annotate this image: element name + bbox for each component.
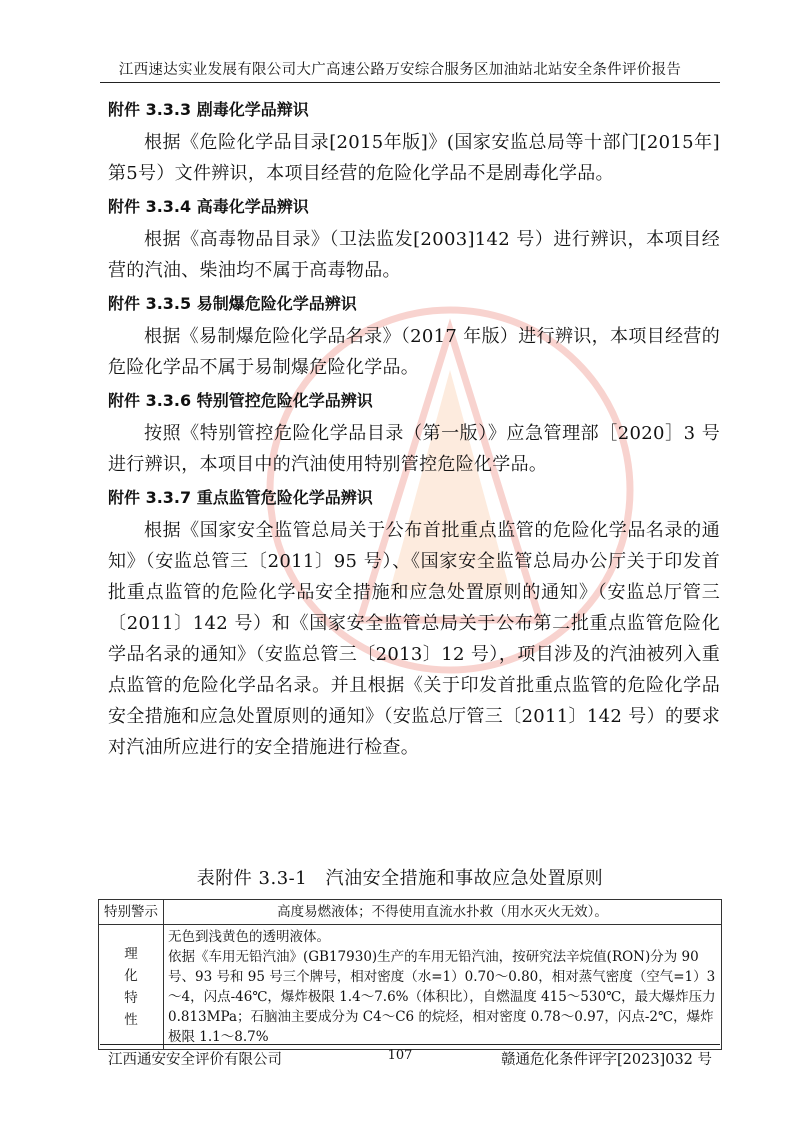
header-divider [100,82,720,83]
row-content [164,925,722,1050]
row-content: 高度易燃液体；不得使用直流水扑救（用水灭火无效）。 [164,900,722,925]
label-char: 性 [124,1012,138,1028]
section-paragraph: 根据《易制爆危险化学品名录》（2017 年版）进行辨识，本项目经营的危险化学品不属于易制爆危险化学品。 [108,326,720,378]
row-content-line: 无色到浅黄色的透明液体。 [168,929,330,945]
table-row [99,900,722,925]
row-content-line: 依据《车用无铅汽油》(GB17930)生产的车用无铅汽油，按研究法辛烷值(RON)分为 90 号、93 号和 95 号三个牌号，相对密度（水=1）0.70～0.80，相对蒸气密度（空气=1）3～4，闪点-46℃，爆炸极限 1.4～7.6%（体积比），自燃温度 415～530℃，最大爆炸压力 0.813MPa；石脑油主要成分为 C4～C6 的烷烃，相对密度 0.78～0.97，闪点-2℃，爆炸极限 1.1～8.7% [168,949,716,1045]
section-heading: 附件 3.3.4 高毒化学品辨识 [108,197,309,216]
footer-company: 江西通安安全评价有限公司 [108,1052,282,1068]
label-char: 特 [124,990,138,1006]
section-3-3-6 [108,389,720,480]
section-3-3-5 [108,292,720,383]
section-heading: 附件 3.3.3 剧毒化学品辩识 [108,100,309,119]
row-label: 特别警示 [99,900,164,925]
section-paragraph: 按照《特别管控危险化学品目录（第一版）》应急管理部［2020］3 号进行辨识，本项目中的汽油使用特别管控危险化学品。 [108,423,720,475]
section-3-3-3 [108,98,720,189]
table-row [99,925,722,1050]
table-caption: 表附件 3.3-1 汽油安全措施和事故应急处置原则 [196,868,604,889]
row-label [99,925,164,1050]
section-heading: 附件 3.3.6 特别管控危险化学品辨识 [108,391,373,410]
section-heading: 附件 3.3.5 易制爆危险化学品辨识 [108,294,357,313]
safety-measures-table [98,899,722,1050]
label-char: 理 [124,946,138,962]
label-char: 化 [124,968,138,984]
document-number: 赣通危化条件评字[2023]032 号 [501,1052,712,1068]
section-3-3-4 [108,195,720,286]
document-body [108,96,720,769]
section-3-3-7 [108,486,720,763]
page-header: 江西速达实业发展有限公司大广高速公路万安综合服务区加油站北站安全条件评价报告 [118,62,682,78]
section-paragraph: 根据《国家安全监管总局关于公布首批重点监管的危险化学品名录的通知》（安监总管三〔2011〕95 号）、《国家安全监管总局办公厅关于印发首批重点监管的危险化学品安全措施和应急处置原则的通知》（安监总厅管三〔2011〕142 号）和《国家安全监管总局关于公布第二批重点监管危险化学品名录的通知》（安监总管三〔2013〕12 号），项目涉及的汽油被列入重点监管的危险化学品名录。并且根据《关于印发首批重点监管的危险化学品安全措施和应急处置原则的通知》（安监总厅管三〔2011〕142 号）的要求对汽油所应进行的安全措施进行检查。 [108,520,720,758]
page-number: 107 [387,1048,413,1063]
footer-divider [100,1044,720,1045]
section-paragraph: 根据《高毒物品目录》（卫法监发[2003]142 号）进行辨识，本项目经营的汽油、柴油均不属于高毒物品。 [108,229,720,281]
section-paragraph: 根据《危险化学品目录[2015年版]》(国家安监总局等十部门[2015年]第5号）文件辨识，本项目经营的危险化学品不是剧毒化学品。 [108,132,720,184]
section-heading: 附件 3.3.7 重点监管危险化学品辨识 [108,488,373,507]
